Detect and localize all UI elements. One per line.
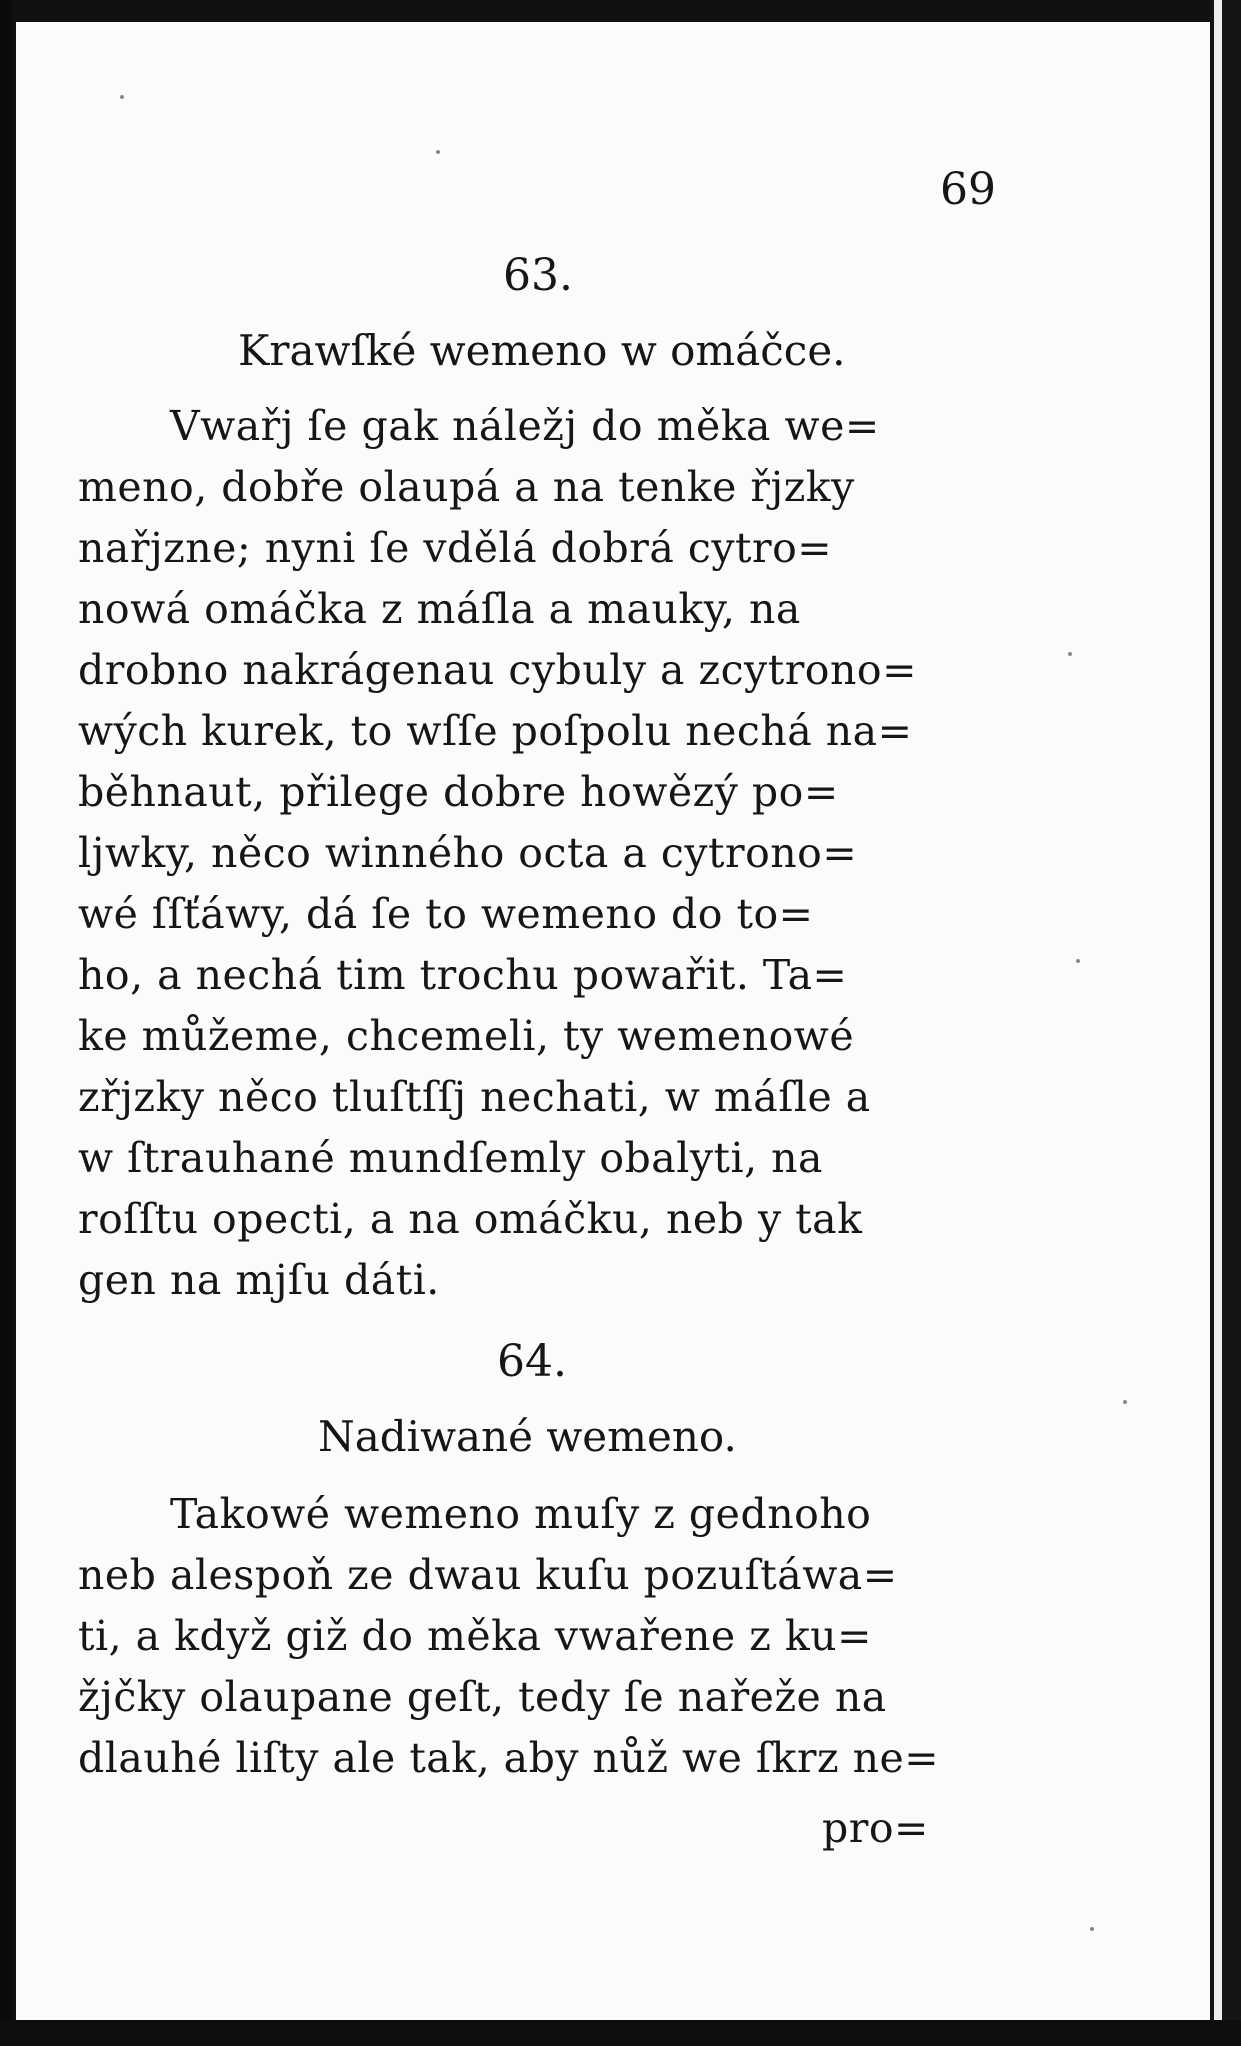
recipe-title: Nadiwané wemeno. <box>318 1412 737 1461</box>
catchword: pro= <box>822 1804 929 1852</box>
text-line: ljwky, něco winného octa a cytrono= <box>78 829 858 877</box>
text-line: ho, a nechá tim trochu powařit. Ta= <box>78 951 848 999</box>
text-line: ke můžeme, chcemeli, ty wemenowé <box>78 1012 855 1060</box>
scan-speck <box>120 95 124 99</box>
text-line: wých kurek, to wſſe poſpolu nechá na= <box>78 707 913 755</box>
text-line: meno, dobře olaupá a na tenke řjzky <box>78 463 855 511</box>
left-page-edge <box>0 0 12 2046</box>
text-line: wé ſſťáwy, dá ſe to wemeno do to= <box>78 890 814 938</box>
scan-speck <box>1090 1927 1094 1931</box>
right-page-edge <box>1211 0 1241 2046</box>
text-line: neb alespoň ze dwau kuſu pozuſtáwa= <box>78 1551 898 1599</box>
text-line: zřjzky něco tluſtſſj nechati, w máſle a <box>78 1073 871 1121</box>
text-line: běhnaut, přilege dobre howězý po= <box>78 768 839 816</box>
bottom-page-edge <box>0 2020 1241 2046</box>
scan-speck <box>1123 1400 1127 1404</box>
text-line: gen na mjſu dáti. <box>78 1256 440 1304</box>
recipe-title: Krawſké wemeno w omáčce. <box>238 326 846 375</box>
text-line: dlauhé liſty ale tak, aby nůž we ſkrz ne= <box>78 1734 940 1782</box>
page-number: 69 <box>940 164 996 215</box>
scan-speck <box>436 150 440 154</box>
text-line: nowá omáčka z máſla a mauky, na <box>78 585 801 633</box>
recipe-number: 64. <box>497 1336 567 1387</box>
text-line: w ſtrauhané mundſemly obalyti, na <box>78 1134 823 1182</box>
text-line: žjčky olaupane geſt, tedy ſe nařeže na <box>78 1673 887 1721</box>
text-line: ti, a když giž do měka vwařene z ku= <box>78 1612 872 1660</box>
scan-speck <box>1076 959 1080 963</box>
text-line: nařjzne; nyni ſe vdělá dobrá cytro= <box>78 524 833 572</box>
text-line: Takowé wemeno muſy z gednoho <box>170 1490 872 1538</box>
text-line: roſſtu opecti, a na omáčku, neb y tak <box>78 1195 863 1243</box>
text-line: drobno nakrágenau cybuly a zcytrono= <box>78 646 917 694</box>
text-line: Vwařj ſe gak náležj do měka we= <box>170 402 880 450</box>
recipe-number: 63. <box>503 250 573 301</box>
scan-speck <box>1068 652 1072 656</box>
